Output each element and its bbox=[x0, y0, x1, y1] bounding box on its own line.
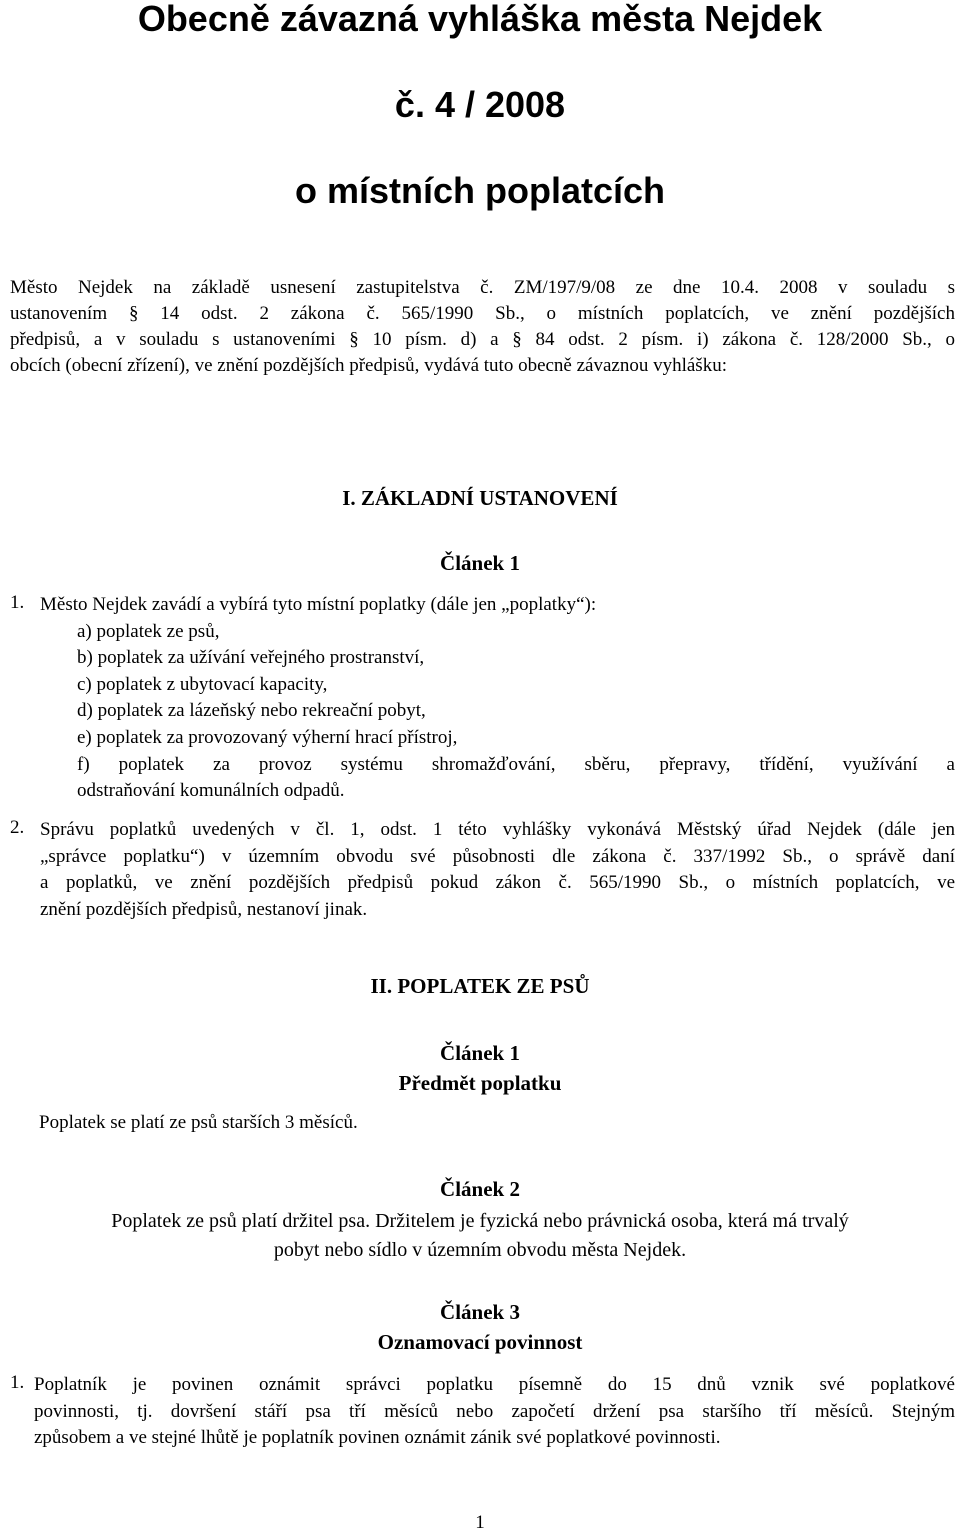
list-item: d) poplatek za lázeňský nebo rekreační pobyt, bbox=[77, 700, 426, 722]
list-item: odstraňování komunálních odpadů. bbox=[77, 780, 345, 802]
article-paragraph bbox=[34, 1372, 955, 1452]
sub-list bbox=[77, 619, 955, 805]
article-heading: Článek 3 bbox=[440, 1300, 520, 1324]
list-number: 1. bbox=[10, 592, 25, 613]
list-number: 1. bbox=[10, 1372, 25, 1393]
document-title: Obecně závazná vyhláška města Nejdek bbox=[137, 0, 823, 39]
article-heading: Článek 1 bbox=[440, 551, 520, 575]
paragraph-line: a poplatků, ve znění pozdějších předpisů pokud zákon č. 565/1990 Sb., o místních poplatcích, ve bbox=[40, 872, 955, 894]
intro-line: Město Nejdek na základě usnesení zastupitelstva č. ZM/197/9/08 ze dne 10.4. 2008 v souladu s bbox=[10, 277, 955, 298]
list-item: a) poplatek ze psů, bbox=[77, 620, 220, 642]
paragraph-line: Poplatník je povinen oznámit správci poplatku písemně do 15 dnů vznik své poplatkové bbox=[34, 1374, 955, 1395]
list-item: f) poplatek za provoz systému shromažďování, sběru, přepravy, třídění, využívání a bbox=[77, 753, 955, 775]
article-heading: Článek 1 bbox=[440, 1041, 520, 1065]
list-number: 2. bbox=[10, 817, 25, 838]
article-text: Poplatek se platí ze psů starších 3 měsíců. bbox=[39, 1112, 358, 1133]
page-number: 1 bbox=[475, 1512, 485, 1533]
document-number: č. 4 / 2008 bbox=[394, 84, 566, 125]
list-item: b) poplatek za užívání veřejného prostranství, bbox=[77, 647, 425, 669]
paragraph-line: Správu poplatků uvedených v čl. 1, odst. 1 této vyhlášky vykonává Městský úřad Nejdek (dále jen bbox=[40, 819, 955, 840]
intro-line: předpisů, a v souladu s ustanoveními § 10 písm. d) a § 84 odst. 2 písm. i) zákona č. 128/2000 Sb., o bbox=[10, 329, 955, 350]
paragraph-line: Město Nejdek zavádí a vybírá tyto místní poplatky (dále jen „poplatky“): bbox=[40, 594, 597, 615]
paragraph-line: pobyt nebo sídlo v územním obvodu města Nejdek. bbox=[273, 1239, 687, 1261]
paragraph-line: „správce poplatku“) v územním obvodu své působnosti dle zákona č. 337/1992 Sb., o správě daní bbox=[40, 845, 955, 867]
article-text bbox=[0, 1207, 960, 1265]
paragraph-line: Poplatek ze psů platí držitel psa. Držitelem je fyzická nebo právnická osoba, která má trvalý bbox=[111, 1210, 849, 1232]
intro-line: ustanovením § 14 odst. 2 zákona č. 565/1990 Sb., o místních poplatcích, ve znění pozdějších bbox=[10, 303, 955, 324]
article-paragraph bbox=[40, 817, 955, 923]
paragraph-line: způsobem a ve stejné lhůtě je poplatník povinen oznámit zánik své poplatkové povinnosti. bbox=[34, 1427, 721, 1449]
list-item: e) poplatek za provozovaný výherní hrací přístroj, bbox=[77, 726, 458, 748]
paragraph-line: povinnosti, tj. dovršení stáří psa tří měsíců nebo započetí držení psa staršího tří měsíců. Stejným bbox=[34, 1400, 955, 1422]
list-item: c) poplatek z ubytovací kapacity, bbox=[77, 673, 328, 695]
article-paragraph bbox=[40, 592, 955, 805]
document-subtitle: o místních poplatcích bbox=[294, 170, 666, 211]
article-subheading: Předmět poplatku bbox=[398, 1071, 562, 1095]
section-heading: I. ZÁKLADNÍ USTANOVENÍ bbox=[342, 486, 618, 510]
intro-line: obcích (obecní zřízení), ve znění pozdějších předpisů, vydává tuto obecně závaznou vyhlášku: bbox=[10, 355, 727, 376]
article-heading: Článek 2 bbox=[440, 1177, 520, 1201]
paragraph-line: znění pozdějších předpisů, nestanoví jinak. bbox=[40, 898, 368, 920]
intro-paragraph bbox=[10, 275, 955, 379]
article-subheading: Oznamovací povinnost bbox=[377, 1330, 583, 1354]
section-heading: II. POPLATEK ZE PSŮ bbox=[370, 974, 590, 998]
